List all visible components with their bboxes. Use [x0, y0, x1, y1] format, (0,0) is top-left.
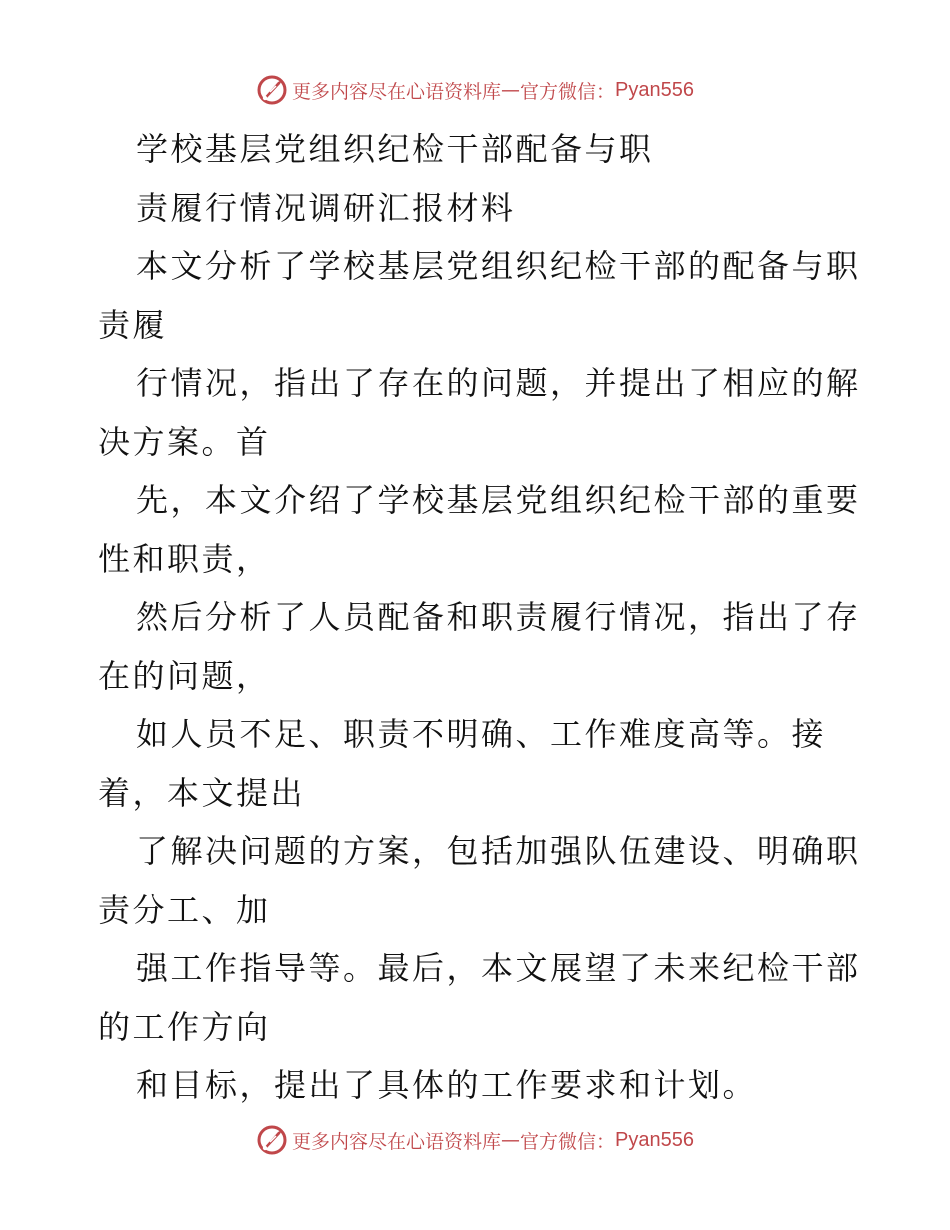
document-title-line-2: 责履行情况调研汇报材料: [136, 188, 516, 227]
banner-text: 更多内容尽在心语资料库: [292, 1130, 502, 1153]
banner-dash: —: [501, 1129, 521, 1151]
quill-logo-icon: [256, 1124, 288, 1156]
banner-suffix: 官方微信：: [520, 1130, 616, 1153]
text-line: 和目标，提出了具体的工作要求和计划。: [136, 1066, 758, 1104]
text-line: 的工作方向: [98, 1007, 271, 1046]
text-line: 了解决问题的方案，包括加强队伍建设、明确职: [136, 832, 861, 870]
document-paragraph: [98, 237, 861, 1115]
banner-dash: —: [501, 79, 521, 101]
footer-banner: [0, 1120, 950, 1160]
text-line: 行情况，指出了存在的问题，并提出了相应的解: [136, 364, 861, 402]
text-line: 决方案。首: [98, 422, 271, 461]
text-line: 强工作指导等。最后，本文展望了未来纪检干部: [136, 949, 861, 987]
text-line: 本文分析了学校基层党组织纪检干部的配备与职: [136, 247, 861, 285]
text-line: 性和职责，: [98, 539, 271, 578]
banner-text: 更多内容尽在心语资料库: [292, 80, 502, 103]
banner-wechat-id: Pyan556: [615, 78, 694, 101]
quill-logo-icon: [256, 74, 288, 106]
text-line: 如人员不足、职责不明确、工作难度高等。接: [136, 715, 827, 753]
header-banner: [0, 70, 950, 110]
text-line: 在的问题，: [98, 656, 271, 695]
banner-suffix: 官方微信：: [520, 80, 616, 103]
document-title-line-1: 学校基层党组织纪检干部配备与职: [136, 130, 654, 168]
text-line: 着，本文提出: [98, 773, 306, 812]
text-line: 责分工、加: [98, 890, 271, 929]
text-line: 然后分析了人员配备和职责履行情况，指出了存: [136, 598, 861, 636]
banner-wechat-id: Pyan556: [615, 1128, 694, 1151]
document-body: [98, 120, 861, 1115]
text-line: 责履: [98, 305, 168, 344]
text-line: 先，本文介绍了学校基层党组织纪检干部的重要: [136, 481, 861, 519]
